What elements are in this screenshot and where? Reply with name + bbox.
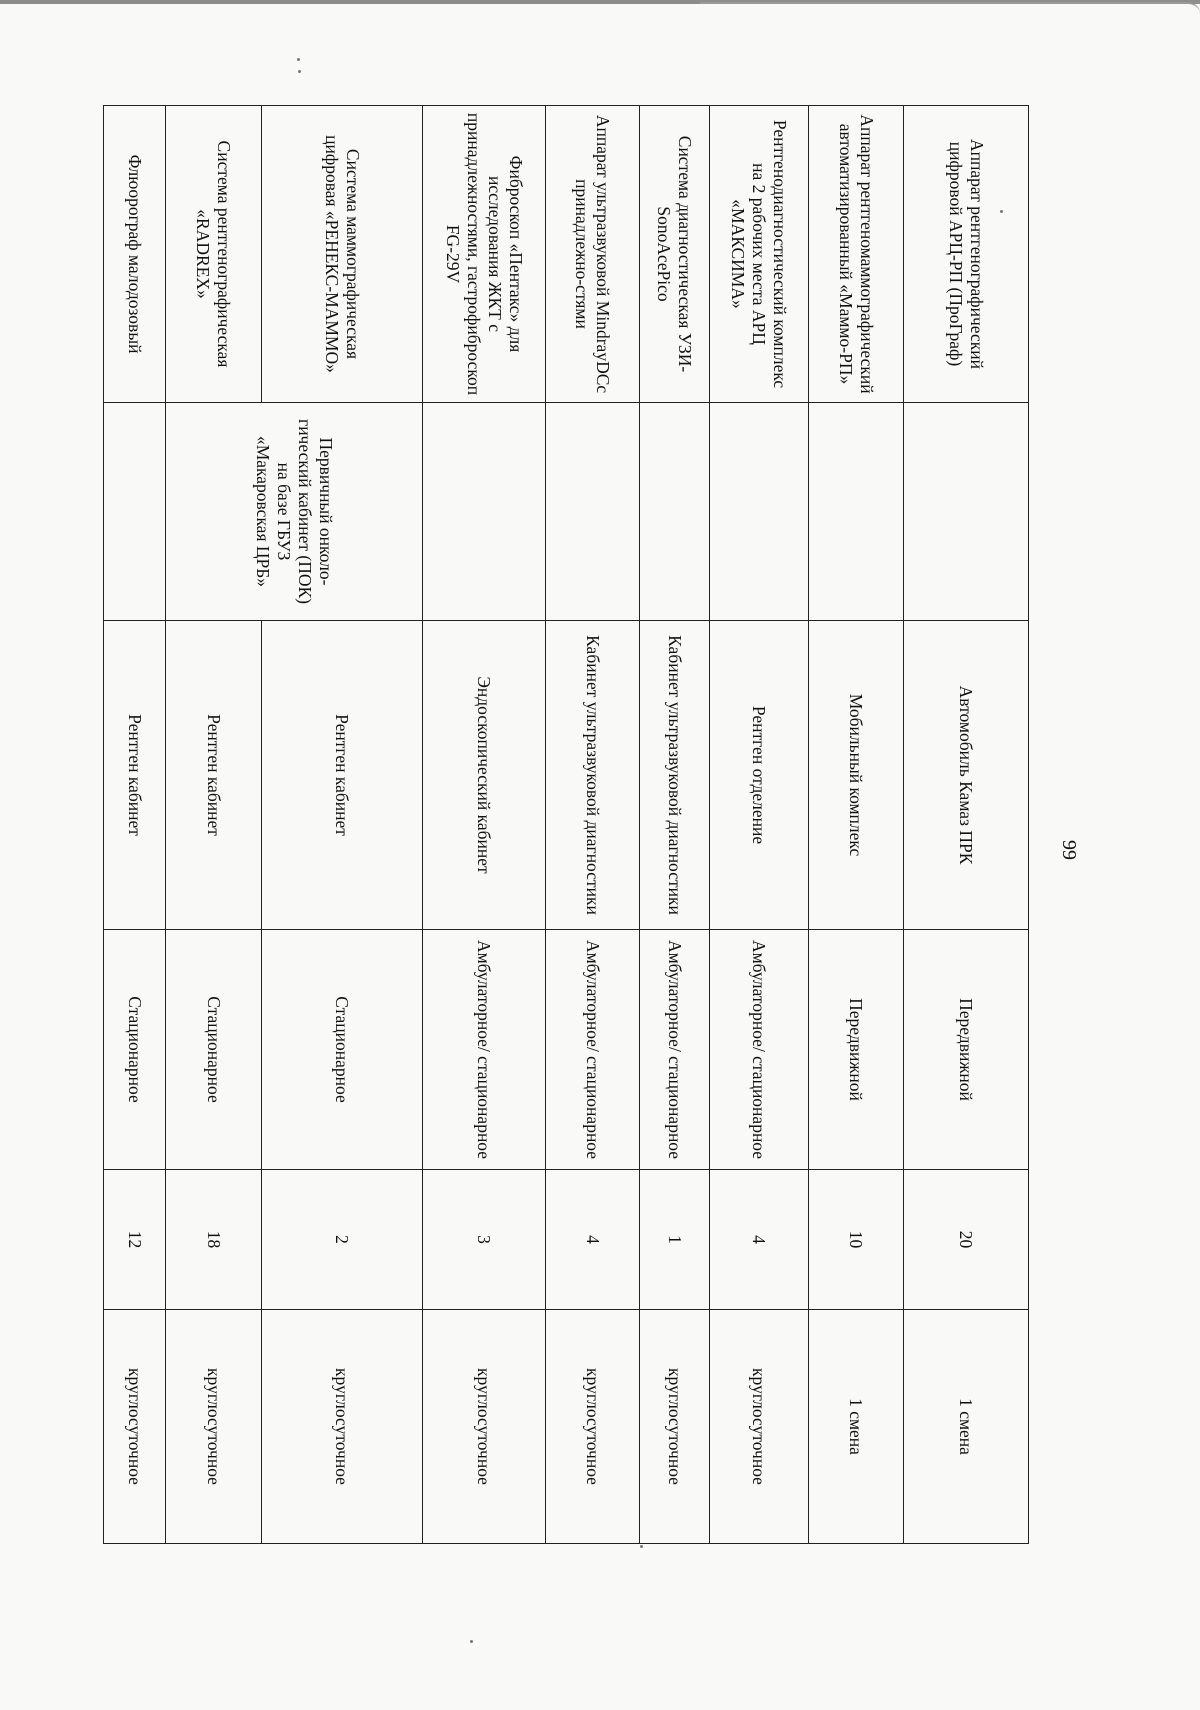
location-cell: Эндоскопический кабинет: [423, 621, 546, 930]
pok-cell: Первичный онколо-гический кабинет (ПОК) на базе ГБУЗ «Макаровская ЦРБ»: [166, 403, 423, 621]
pok-cell-empty: [809, 403, 904, 621]
count-cell: 3: [423, 1170, 546, 1310]
equipment-cell: Флюорограф малодозовый: [104, 106, 166, 403]
count-cell: 4: [546, 1170, 640, 1310]
table-row: [640, 106, 710, 1544]
shift-cell: круглосуточное: [166, 1310, 262, 1544]
table-row: [809, 106, 904, 1544]
shift-cell: круглосуточное: [546, 1310, 640, 1544]
equipment-cell: Фиброскоп «Пентакс» для исследования ЖКТ с принадлежностями, гастрофиброскоп FG-29V: [423, 106, 546, 403]
equipment-cell: Рентгенодиагностический комплекс на 2 рабочих места АРЦ «МАКСИМА»: [710, 106, 809, 403]
shift-cell: круглосуточное: [262, 1310, 423, 1544]
count-cell: 1: [640, 1170, 710, 1310]
table-row: [104, 106, 166, 1544]
mode-cell: Стационарное: [262, 930, 423, 1170]
mode-cell: Стационарное: [104, 930, 166, 1170]
location-cell: Рентген кабинет: [166, 621, 262, 930]
table-row: [262, 106, 423, 1544]
count-cell: 4: [710, 1170, 809, 1310]
pok-cell-empty: [710, 403, 809, 621]
equipment-cell: Аппарат рентгеномаммографический автоматизированный «Маммо-РП»: [809, 106, 904, 403]
equipment-table: [103, 105, 1029, 1544]
table-row: [710, 106, 809, 1544]
location-cell: Кабинет ультразвуковой диагностики: [546, 621, 640, 930]
count-cell: 10: [809, 1170, 904, 1310]
table-row: [904, 106, 1029, 1544]
mode-cell: Амбулаторное/ стационарное: [423, 930, 546, 1170]
location-cell: Рентген кабинет: [104, 621, 166, 930]
equipment-cell: Система диагностическая УЗИ-SonoAcePico: [640, 106, 710, 403]
count-cell: 20: [904, 1170, 1029, 1310]
shift-cell: круглосуточное: [640, 1310, 710, 1544]
table-row: [423, 106, 546, 1544]
page-number: 99: [1058, 840, 1080, 860]
shift-cell: 1 смена: [809, 1310, 904, 1544]
table-row: [546, 106, 640, 1544]
mode-cell: Передвижной: [809, 930, 904, 1170]
pok-cell-empty: [546, 403, 640, 621]
shift-cell: круглосуточное: [710, 1310, 809, 1544]
pok-cell-empty: [104, 403, 166, 621]
pok-cell-empty: [423, 403, 546, 621]
shift-cell: круглосуточное: [104, 1310, 166, 1544]
mode-cell: Стационарное: [166, 930, 262, 1170]
equipment-cell: Система рентгенографическая «RADREX»: [166, 106, 262, 403]
mode-cell: Амбулаторное/ стационарное: [710, 930, 809, 1170]
count-cell: 18: [166, 1170, 262, 1310]
mode-cell: Амбулаторное/ стационарное: [546, 930, 640, 1170]
mode-cell: Передвижной: [904, 930, 1029, 1170]
location-cell: Рентген кабинет: [262, 621, 423, 930]
count-cell: 2: [262, 1170, 423, 1310]
equipment-cell: Аппарат рентгенографический цифровой АРЦ-РП (ПроГраф): [904, 106, 1029, 403]
mode-cell: Амбулаторное/ стационарное: [640, 930, 710, 1170]
location-cell: Мобильный комплекс: [809, 621, 904, 930]
location-cell: Кабинет ультразвуковой диагностики: [640, 621, 710, 930]
location-cell: Рентген отделение: [710, 621, 809, 930]
shift-cell: 1 смена: [904, 1310, 1029, 1544]
table-row: [166, 106, 262, 1544]
shift-cell: круглосуточное: [423, 1310, 546, 1544]
equipment-cell: Аппарат ультразвуковой MindrayDCc принадлежно-стями: [546, 106, 640, 403]
location-cell: Автомобиль Камаз ПРК: [904, 621, 1029, 930]
count-cell: 12: [104, 1170, 166, 1310]
pok-cell-empty: [904, 403, 1029, 621]
equipment-cell: Система маммографическая цифровая «РЕНЕКС-МАММО»: [262, 106, 423, 403]
pok-cell-empty: [640, 403, 710, 621]
